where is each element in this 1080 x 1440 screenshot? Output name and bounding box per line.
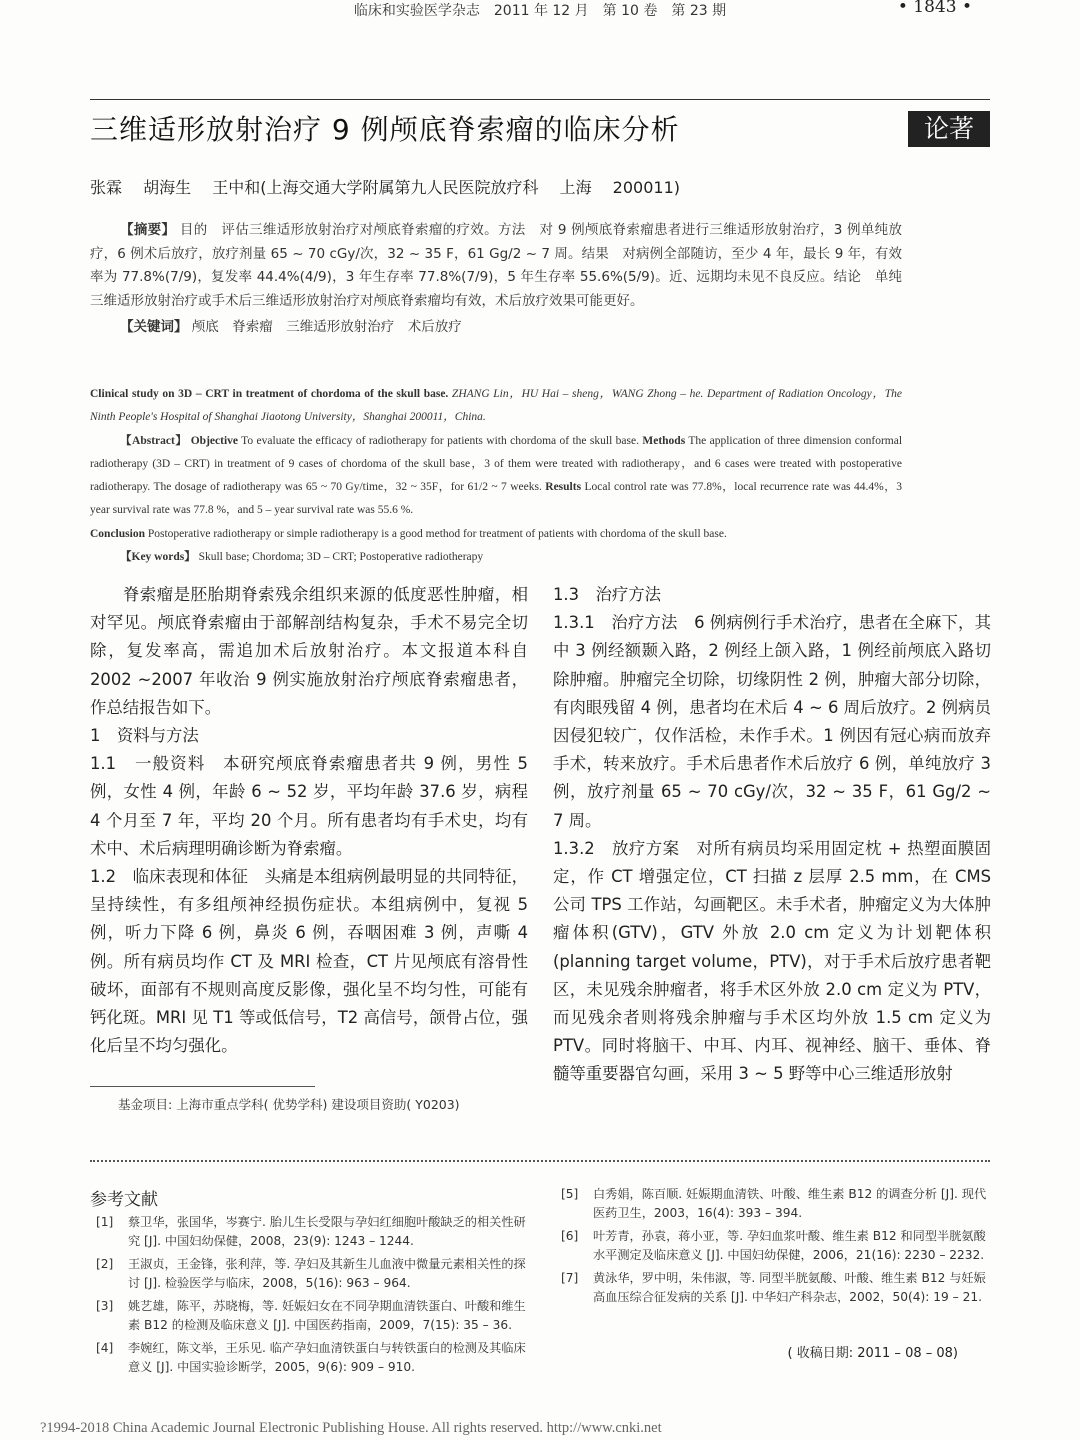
author-affiliation: 王中和(上海交通大学附属第九人民医院放疗科 (212, 178, 539, 197)
results-text: Local control rate was 77.8%，local recurrence rate was 44.4%，3 year survival rate was 77.8 %，and 5 – year survival rate was 55.6 %. (90, 481, 902, 517)
footnote-rule (90, 1086, 315, 1087)
reference-text: 李婉红，陈文举，王乐见. 临产孕妇血清铁蛋白与转铁蛋白的检测及其临床意义 [J]. 中国实验诊断学，2005，9(6): 909 – 910. (128, 1341, 526, 1374)
abstract-body: 目的 评估三维适形放射治疗对颅底脊索瘤的疗效。方法 对 9 例颅底脊索瘤患者进行三维适形放射治疗，3 例单纯放疗，6 例术后放疗，放疗剂量 65 ~ 70 cGy/次，32 ~ 35 F，61 Gg/2 ~ 7 周。结果 对病例全部随访，至少 4 年，最长 9 年，有效率为 77.8%(7/9)，复发率 44.4%(4/9)，3 年生存率 77.8%(7/9)，5 年生存率 55.6%(5/9)。近、远期均未见不良反应。结论 单纯三维适形放射治疗或手术后三维适形放射治疗对颅底脊索瘤均有效，术后放疗效果可能更好。 (90, 222, 903, 309)
received-date: ( 收稿日期: 2011 – 08 – 08) (787, 1346, 958, 1361)
author: 张霖 (90, 178, 123, 197)
header-rule (90, 99, 990, 100)
section-badge: 论著 (908, 111, 990, 147)
abstract-label: 【摘要】 (120, 222, 176, 238)
reference-item (90, 1213, 535, 1251)
reference-number: [3] (96, 1299, 114, 1313)
author-line (90, 175, 696, 198)
subsection-heading: 1.1 一般资料 (90, 754, 206, 774)
body-column-right (553, 581, 991, 1089)
author: 胡海生 (143, 178, 192, 197)
reference-item (90, 1297, 535, 1335)
subsection-heading: 1.3.2 放疗方案 (553, 838, 680, 858)
keywords-body: 颅底 脊索瘤 三维适形放射治疗 术后放疗 (187, 319, 462, 335)
methods-text: The application of three dimension conformal radiotherapy (3D – CRT) in treatment of 9 cases of chordoma of the skull base，3 of them were treated with radiotherapy，and 6 cases were treated with postoperative radiotherapy. The dosage of radiotherapy was 65 ~ 70 Gy/time，32 ~ 35F，for 61/2 ~ 7 weeks. (90, 434, 903, 494)
references-heading: 参考文献 (90, 1190, 158, 1210)
objective-text: To evaluate the efficacy of radiotherapy for patients with chordoma of the skull base. (238, 434, 639, 447)
chinese-keywords (90, 316, 902, 340)
keywords-label: 【关键词】 (120, 319, 188, 335)
english-abstract-text (90, 430, 902, 523)
conclusion-text: Postoperative radiotherapy or simple radiotherapy is a good method for treatment of patients with chordoma of the skull base. (144, 527, 727, 540)
english-keywords-body: Skull base; Chordoma; 3D – CRT; Postoperative radiotherapy (195, 551, 484, 564)
reference-text: 白秀娟，陈百顺. 妊娠期血清铁、叶酸、维生素 B12 的调查分析 [J]. 现代医药卫生，2003，16(4): 393 – 394. (593, 1187, 987, 1220)
references-left (90, 1213, 535, 1381)
reference-number: [2] (96, 1257, 114, 1271)
section-heading: 1.3 治疗方法 (553, 585, 662, 604)
references-divider (90, 1160, 990, 1162)
reference-item (90, 1255, 535, 1293)
paragraph-body: 6 例病例行手术治疗，患者在全麻下，其中 3 例经额颞入路，2 例经上颌入路，1 例经前颅底入路切除肿瘤。肿瘤完全切除，切缘阴性 2 例，肿瘤大部分切除，有肉眼残留 4 例，患者均在术后 4 ~ 6 周后放疗。2 例病员因侵犯较广，仅作活检，未作手术。1 例因有冠心病而放弃手术，转来放疗。手术后患者作术后放疗 6 例，单纯放疗 3 例，放疗剂量 65 ~ 70 cGy/次，32 ~ 35 F，61 Gg/2 ~ 7 周。 (553, 613, 991, 830)
funding-footnote: 基金项目: 上海市重点学科( 优势学科) 建设项目资助( Y0203) (118, 1097, 460, 1112)
page-number: • 1843 • (897, 0, 972, 17)
english-authors: ZHANG Lin，HU Hai – sheng，WANG Zhong – he. Department of Radiation Oncology，The Ninth People's Hospital of Shanghai Jiaotong University，Shanghai 200011，China. (90, 388, 902, 424)
paragraph-treatment-method (553, 609, 991, 835)
reference-number: [4] (96, 1341, 114, 1355)
reference-item (555, 1185, 995, 1223)
section-heading: 1 资料与方法 (90, 726, 199, 746)
reference-number: [7] (561, 1271, 579, 1285)
running-header (0, 0, 1080, 20)
paragraph-body: 头痛是本组病例最明显的共同特征，呈持续性，有多组颅神经损伤症状。本组病例中，复视 5 例，听力下降 6 例，鼻炎 6 例，吞咽困难 3 例，声嘶 4 例。所有病员均作 CT 及 MRI 检查，CT 片见颅底有溶骨性破坏，面部有不规则高度反影像，强化呈不均匀性，可能有钙化斑。MRI 见 T1 等或低信号，T2 高信号，颌骨占位，强化后呈不均匀强化。 (90, 867, 528, 1056)
reference-text: 蔡卫华，张国华，岑赛宁. 胎儿生长受限与孕妇红细胞叶酸缺乏的相关性研究 [J]. 中国妇幼保健，2008，23(9): 1243 – 1244. (128, 1215, 526, 1248)
reference-number: [1] (96, 1215, 114, 1229)
reference-text: 黄泳华，罗中明，朱伟淑，等. 同型半胱氨酸、叶酸、维生素 B12 与妊娠高血压综合征发病的关系 [J]. 中华妇产科杂志，2002，50(4): 19 – 21. (593, 1271, 986, 1304)
paragraph-radiotherapy-plan (553, 835, 991, 1089)
paragraph-body: 本研究颅底脊索瘤患者共 9 例，男性 5 例，女性 4 例，年龄 6 ~ 52 岁，平均年龄 37.6 岁，病程 4 个月至 7 年，平均 20 个月。所有患者均有手术史，均有术中、术后病理明确诊断为脊索瘤。 (90, 754, 528, 858)
paragraph-general-data (90, 750, 528, 863)
intro-paragraph: 脊索瘤是胚胎期脊索残余组织来源的低度恶性肿瘤，相对罕见。颅底脊索瘤由于部解剖结构复杂，手术不易完全切除，复发率高，需追加术后放射治疗。本文报道本科自 2002 ~2007 年收治 9 例实施放射治疗颅底脊索瘤患者，作总结报告如下。 (90, 585, 528, 717)
english-conclusion (90, 523, 902, 546)
reference-text: 叶芳青，孙袁，蒋小亚，等. 孕妇血浆叶酸、维生素 B12 和同型半胱氨酸水平测定及临床意义 [J]. 中国妇幼保健，2006，21(16): 2230 – 2232. (593, 1229, 986, 1262)
reference-number: [5] (561, 1187, 579, 1201)
author-postcode: 200011) (612, 178, 680, 197)
body-column-left (90, 581, 528, 1060)
article-title: 三维适形放射治疗 9 例颅底脊索瘤的临床分析 (90, 113, 680, 146)
english-title: Clinical study on 3D – CRT in treatment of chordoma of the skull base. (90, 388, 449, 400)
reference-text: 王淑贞，王金锋，张利萍，等. 孕妇及其新生儿血液中微量元素相关性的探讨 [J]. 检验医学与临床，2008，5(16): 963 – 964. (128, 1257, 526, 1290)
subsection-heading: 1.3.1 治疗方法 (553, 613, 678, 633)
reference-number: [6] (561, 1229, 579, 1243)
author-city: 上海 (559, 178, 592, 197)
references-right (555, 1185, 995, 1311)
english-keywords (90, 546, 902, 569)
english-abstract (90, 383, 902, 569)
paragraph-body: 对所有病员均采用固定枕 + 热塑面膜固定，作 CT 增强定位，CT 扫描 z 层厚 2.5 mm，在 CMS 公司 TPS 工作站，勾画靶区。未手术者，肿瘤定义为大体肿瘤体积(GTV)，GTV 外放 2.0 cm 定义为计划靶体积(planning target volume，PTV)，对于手术后放疗患者靶区，未见残余肿瘤者，将手术区外放 2.0 cm 定义为 PTV，而见残余者则将残余肿瘤与手术区均外放 1.5 cm 定义为 PTV。同时将脑干、中耳、内耳、视神经、脑干、垂体、脊髓等重要器官勾画，采用 3 ~ 5 野等中心三维适形放射 (553, 838, 991, 1084)
english-title-authors (90, 383, 902, 430)
conclusion-label: Conclusion (90, 527, 145, 540)
reference-item (555, 1269, 995, 1307)
english-abstract-label: 【Abstract】 (120, 434, 188, 447)
subsection-heading: 1.2 临床表现和体征 (90, 867, 248, 887)
methods-label: Methods (638, 434, 686, 447)
journal-issue-line: 临床和实验医学杂志 2011 年 12 月 第 10 卷 第 23 期 (353, 3, 727, 19)
copyright-notice: ?1994-2018 China Academic Journal Electronic Publishing House. All rights reserved. http://www.cnki.net (40, 1420, 662, 1436)
reference-text: 姚艺雄，陈平，苏晓梅，等. 妊娠妇女在不同孕期血清铁蛋白、叶酸和维生素 B12 的检测及临床意义 [J]. 中国医药指南，2009，7(15): 35 – 36. (128, 1299, 526, 1332)
reference-item (555, 1227, 995, 1265)
english-keywords-label: 【Key words】 (120, 551, 196, 564)
objective-label: Objective (187, 434, 238, 447)
paragraph-clinical-signs (90, 863, 528, 1060)
chinese-abstract (90, 219, 902, 340)
chinese-abstract-text (90, 219, 902, 313)
results-label: Results (541, 481, 582, 494)
reference-item (90, 1339, 535, 1377)
